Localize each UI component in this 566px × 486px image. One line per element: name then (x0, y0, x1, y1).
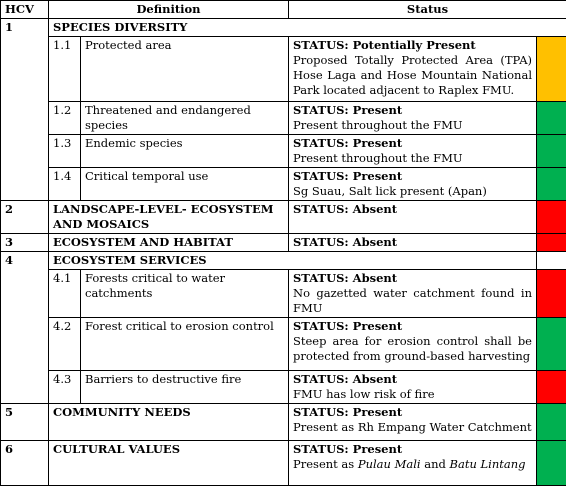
table-row (1, 201, 566, 234)
status-label: STATUS: Absent (293, 202, 532, 217)
header-definition: Definition (49, 1, 289, 19)
status-label: STATUS: Potentially Present (293, 38, 532, 53)
table-row (1, 19, 566, 37)
sub-number: 1.3 (49, 135, 81, 168)
definition-text: Protected area (81, 37, 289, 102)
status-detail: FMU has low risk of fire (293, 387, 532, 402)
status-color-indicator (537, 371, 566, 404)
sub-number: 1.2 (49, 102, 81, 135)
table-row (1, 168, 566, 201)
status-color-indicator (537, 168, 566, 201)
table-header-row (1, 1, 566, 19)
status-label: STATUS: Absent (293, 271, 532, 286)
status-cell (289, 441, 537, 486)
status-detail: Sg Suau, Salt lick present (Apan) (293, 184, 532, 199)
status-color-indicator (537, 252, 566, 270)
sub-number: 4.1 (49, 270, 81, 318)
status-detail (293, 457, 532, 472)
sub-number: 4.2 (49, 318, 81, 371)
definition-text: Forests critical to water catchments (81, 270, 289, 318)
table-row (1, 441, 566, 486)
status-color-indicator (537, 318, 566, 371)
status-label: STATUS: Absent (293, 372, 532, 387)
category-title: COMMUNITY NEEDS (49, 404, 289, 441)
status-label: STATUS: Present (293, 169, 532, 184)
header-hcv: HCV (1, 1, 49, 19)
status-color-indicator (537, 404, 566, 441)
table-row (1, 318, 566, 371)
status-cell (289, 318, 537, 371)
site-name-batu-lintang: Batu Lintang (450, 457, 526, 471)
definition-text: Forest critical to erosion control (81, 318, 289, 371)
status-detail: Present as Rh Empang Water Catchment (293, 420, 532, 435)
table-row (1, 135, 566, 168)
status-detail: Steep area for erosion control shall be protected from ground-based harvesting (293, 334, 532, 364)
status-color-indicator (537, 234, 566, 252)
status-color-indicator (537, 37, 566, 102)
category-title: LANDSCAPE-LEVEL- ECOSYSTEM AND MOSAICS (49, 201, 289, 234)
status-color-indicator (537, 201, 566, 234)
status-detail: No gazetted water catchment found in FMU (293, 286, 532, 316)
hcv-number: 5 (1, 404, 49, 441)
status-detail-conjunction: and (421, 457, 450, 471)
hcv-number: 3 (1, 234, 49, 252)
sub-number: 1.1 (49, 37, 81, 102)
status-detail: Present throughout the FMU (293, 118, 532, 133)
hcv-number: 4 (1, 252, 49, 404)
definition-text: Endemic species (81, 135, 289, 168)
status-cell (289, 37, 537, 102)
status-label: STATUS: Present (293, 103, 532, 118)
definition-text: Critical temporal use (81, 168, 289, 201)
status-label: STATUS: Present (293, 319, 532, 334)
sub-number: 1.4 (49, 168, 81, 201)
table-row (1, 234, 566, 252)
hcv-number: 1 (1, 19, 49, 201)
status-cell (289, 404, 537, 441)
status-cell (289, 168, 537, 201)
sub-number: 4.3 (49, 371, 81, 404)
status-label: STATUS: Present (293, 442, 532, 457)
status-cell (289, 102, 537, 135)
status-color-indicator (537, 135, 566, 168)
status-cell (289, 234, 537, 252)
status-label: STATUS: Absent (293, 235, 532, 250)
table-row (1, 252, 566, 270)
status-color-indicator (537, 102, 566, 135)
status-cell (289, 371, 537, 404)
category-title: ECOSYSTEM AND HABITAT (49, 234, 289, 252)
table-row (1, 404, 566, 441)
status-color-indicator (537, 441, 566, 486)
hcv-number: 2 (1, 201, 49, 234)
category-title: CULTURAL VALUES (49, 441, 289, 486)
table-row (1, 37, 566, 102)
status-cell (289, 270, 537, 318)
category-title: SPECIES DIVERSITY (49, 19, 566, 37)
status-detail: Proposed Totally Protected Area (TPA) Hose Laga and Hose Mountain National Park located adjacent to Raplex FMU. (293, 53, 532, 98)
status-label: STATUS: Present (293, 136, 532, 151)
definition-text: Threatened and endangered species (81, 102, 289, 135)
status-cell (289, 135, 537, 168)
site-name-pulau-mali: Pulau Mali (358, 457, 421, 471)
header-status: Status (289, 1, 566, 19)
status-detail: Present throughout the FMU (293, 151, 532, 166)
hcv-number: 6 (1, 441, 49, 486)
table-row (1, 270, 566, 318)
table-row (1, 371, 566, 404)
definition-text: Barriers to destructive fire (81, 371, 289, 404)
category-title: ECOSYSTEM SERVICES (49, 252, 537, 270)
status-cell (289, 201, 537, 234)
table-row (1, 102, 566, 135)
status-detail-prefix: Present as (293, 457, 358, 471)
status-label: STATUS: Present (293, 405, 532, 420)
status-color-indicator (537, 270, 566, 318)
